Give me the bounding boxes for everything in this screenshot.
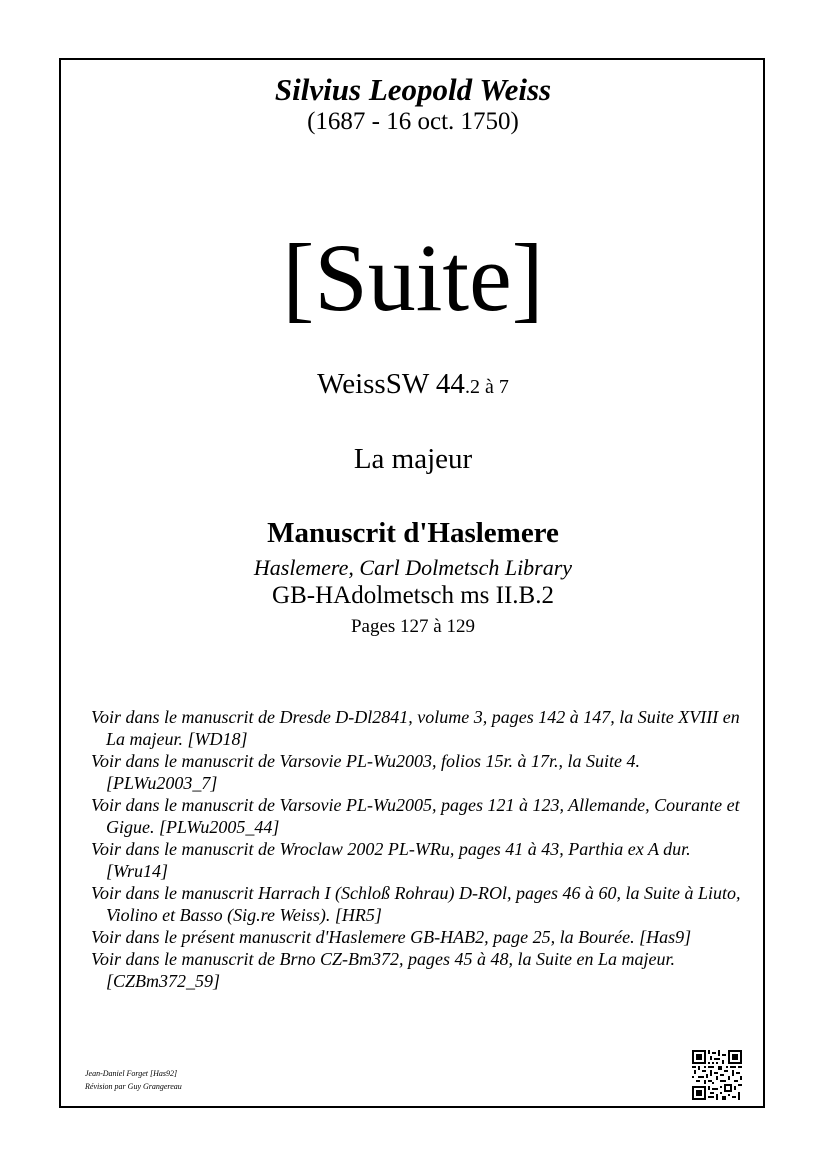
credits-revision: Révision par Guy Grangereau bbox=[85, 1082, 182, 1091]
reference-item: Voir dans le manuscrit de Dresde D-Dl2841, volume 3, pages 142 à 147, la Suite XVIII en La majeur. [WD18] bbox=[91, 707, 740, 749]
reference-item: Voir dans le manuscrit de Varsovie PL-Wu2003, folios 15r. à 17r., la Suite 4. [PLWu2003_7] bbox=[91, 751, 640, 793]
catalog-main: WeissSW 44 bbox=[317, 368, 465, 400]
library-name: Haslemere, Carl Dolmetsch Library bbox=[253, 555, 573, 580]
credits-author: Jean-Daniel Forget [Has92] bbox=[85, 1069, 178, 1078]
reference-item: Voir dans le manuscrit de Varsovie PL-Wu2005, pages 121 à 123, Allemande, Courante et Gigue. [PLWu2005_44] bbox=[91, 795, 740, 837]
reference-list bbox=[91, 706, 751, 992]
composer-dates: (1687 - 16 oct. 1750) bbox=[307, 108, 519, 135]
catalog-suffix: .2 à 7 bbox=[464, 376, 509, 398]
reference-item: Voir dans le présent manuscrit d'Haslemere GB-HAB2, page 25, la Bourée. [Has9] bbox=[91, 927, 692, 947]
reference-item: Voir dans le manuscrit de Brno CZ-Bm372, pages 45 à 48, la Suite en La majeur. [CZBm372_59] bbox=[91, 949, 675, 991]
credits bbox=[85, 1067, 182, 1093]
reference-item: Voir dans le manuscrit de Wroclaw 2002 PL-WRu, pages 41 à 43, Parthia ex A dur. [Wru14] bbox=[91, 839, 691, 881]
work-title: [Suite] bbox=[282, 224, 544, 331]
catalog-number bbox=[0, 368, 826, 401]
composer-name: Silvius Leopold Weiss bbox=[274, 72, 552, 107]
qr-code-icon bbox=[692, 1050, 742, 1100]
key-signature: La majeur bbox=[353, 443, 473, 475]
manuscript-name: Manuscrit d'Haslemere bbox=[267, 517, 559, 549]
shelfmark: GB-HAdolmetsch ms II.B.2 bbox=[272, 582, 554, 609]
reference-item: Voir dans le manuscrit Harrach I (Schloß Rohrau) D-ROl, pages 46 à 60, la Suite à Liuto, Violino et Basso (Sig.re Weiss). [HR5] bbox=[91, 883, 741, 925]
page-range: Pages 127 à 129 bbox=[350, 616, 475, 637]
